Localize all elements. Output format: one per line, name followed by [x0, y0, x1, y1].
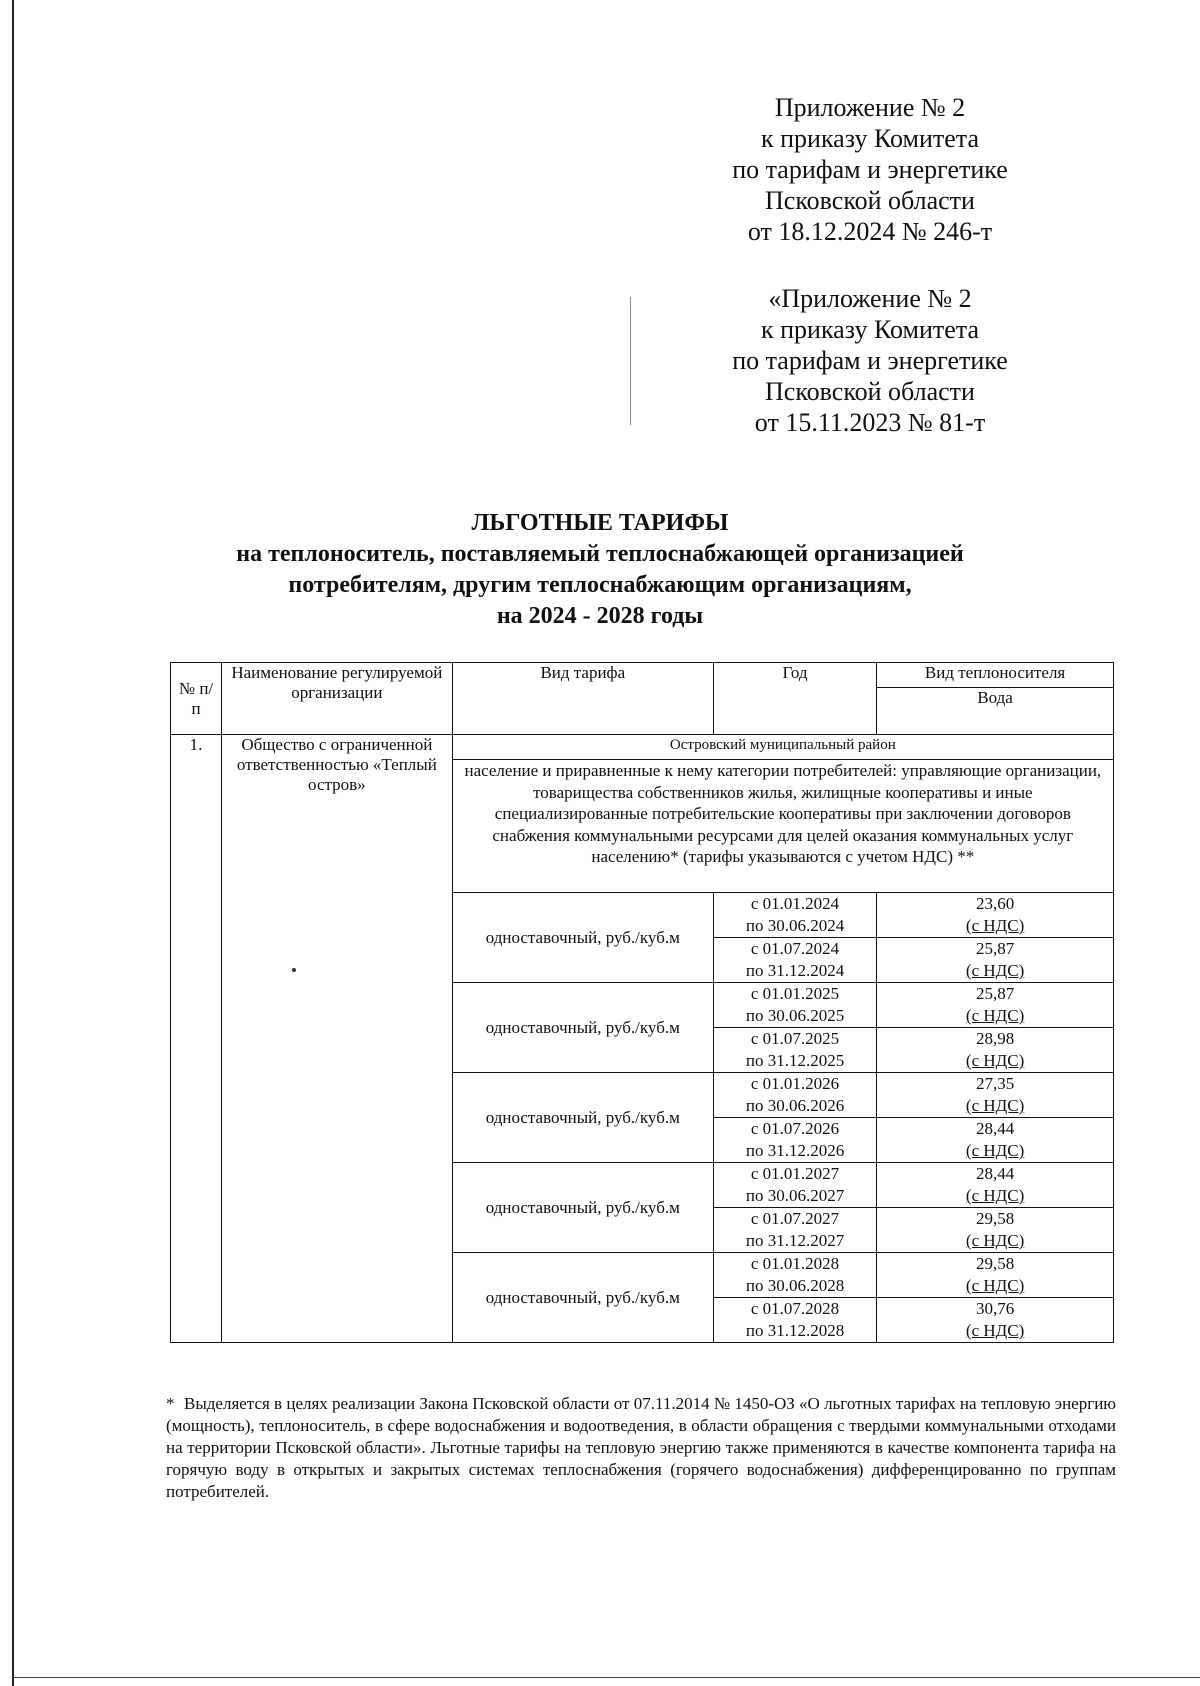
approval-line: от 15.11.2023 № 81-т [754, 408, 986, 437]
period-cell [713, 983, 876, 1028]
price-value: 29,58 [975, 1209, 1015, 1228]
title-line: потребителям, другим теплоснабжающим организациям, [288, 572, 912, 598]
price-cell [877, 1208, 1114, 1253]
vat-note: (с НДС) [965, 1186, 1025, 1205]
header-organization: Наименование регулируемой организации [222, 663, 453, 735]
price-cell [877, 983, 1114, 1028]
approval-line: к приказу Комитета [760, 315, 979, 344]
row-number: 1. [171, 735, 222, 1343]
title-line: на теплоноситель, поставляемый теплоснабжающей организацией [236, 541, 964, 567]
approval-block-previous [680, 283, 1060, 438]
price-value: 23,60 [975, 894, 1015, 913]
table-header-row [171, 663, 1114, 688]
approval-line: Псковской области [765, 186, 975, 215]
district-name: Островский муниципальный район [452, 735, 1113, 760]
vat-note: (с НДС) [965, 1096, 1025, 1115]
period-cell [713, 1163, 876, 1208]
header-carrier-water: Вода [877, 688, 1114, 735]
header-year: Год [713, 663, 876, 735]
vat-note: (с НДС) [965, 1141, 1025, 1160]
vat-note: (с НДС) [965, 961, 1025, 980]
period-from: с 01.01.2025 [750, 984, 840, 1003]
period-to: по 30.06.2028 [745, 1276, 845, 1295]
period-cell [713, 938, 876, 983]
price-cell [877, 1028, 1114, 1073]
price-cell [877, 1118, 1114, 1163]
tariff-type-cell: одноставочный, руб./куб.м [452, 1253, 713, 1343]
organization-name: Общество с ограниченной ответственностью «Теплый остров» [222, 735, 453, 1343]
period-from: с 01.07.2024 [750, 939, 840, 958]
price-cell [877, 1253, 1114, 1298]
period-cell [713, 1028, 876, 1073]
scan-artifact-line [630, 297, 631, 425]
approval-line: Псковской области [765, 377, 975, 406]
period-to: по 30.06.2026 [745, 1096, 845, 1115]
footnote-text: Выделяется в целях реализации Закона Псковской области от 07.11.2014 № 1450-ОЗ «О льготных тарифах на тепловую энергию (мощность), теплоноситель, в сфере водоснабжения и водоотведения, в области обращения с твердыми коммунальными отходами на территории Псковской области». Льготные тарифы на тепловую энергию также применяются в качестве компонента тарифа на горячую воду в открытых и закрытых системах теплоснабжения (горячего водоснабжения) дифференцированно по группам потребителей. [166, 1394, 1116, 1501]
scan-bottom-edge [12, 1677, 1200, 1678]
period-from: с 01.01.2026 [750, 1074, 840, 1093]
period-to: по 30.06.2025 [745, 1006, 845, 1025]
period-cell [713, 1118, 876, 1163]
price-value: 25,87 [975, 984, 1015, 1003]
period-from: с 01.07.2027 [750, 1209, 840, 1228]
price-cell [877, 1298, 1114, 1343]
price-value: 29,58 [975, 1254, 1015, 1273]
period-from: с 01.07.2026 [750, 1119, 840, 1138]
price-value: 28,44 [975, 1119, 1015, 1138]
period-from: с 01.01.2024 [750, 894, 840, 913]
approval-line: «Приложение № 2 [768, 284, 972, 313]
price-value: 25,87 [975, 939, 1015, 958]
period-to: по 30.06.2024 [745, 916, 845, 935]
approval-line: по тарифам и энергетике [732, 155, 1008, 184]
tariff-type-cell: одноставочный, руб./куб.м [452, 1163, 713, 1253]
period-from: с 01.07.2025 [750, 1029, 840, 1048]
period-to: по 31.12.2026 [745, 1141, 845, 1160]
approval-line: по тарифам и энергетике [732, 346, 1008, 375]
period-cell [713, 1073, 876, 1118]
price-cell [877, 893, 1114, 938]
tariff-table [170, 662, 1114, 1343]
consumer-group: население и приравненные к нему категории потребителей: управляющие организации, товарищества собственников жилья, жилищные кооперативы и иные специализированные потребительские кооперативы при заключении договоров снабжения коммунальными ресурсами для целей оказания коммунальных услуг населению* (тарифы указываются с учетом НДС) ** [452, 760, 1113, 893]
footnote [166, 1393, 1116, 1503]
period-to: по 31.12.2027 [745, 1231, 845, 1250]
table-row [171, 735, 1114, 760]
approval-block-current [680, 92, 1060, 247]
approval-line: от 18.12.2024 № 246-т [747, 217, 993, 246]
price-value: 30,76 [975, 1299, 1015, 1318]
period-cell [713, 1253, 876, 1298]
title-line: на 2024 - 2028 годы [496, 603, 704, 629]
price-value: 28,98 [975, 1029, 1015, 1048]
document-title [150, 508, 1050, 632]
period-from: с 01.07.2028 [750, 1299, 840, 1318]
vat-note: (с НДС) [965, 1006, 1025, 1025]
period-to: по 31.12.2028 [745, 1321, 845, 1340]
approval-line: к приказу Комитета [760, 124, 979, 153]
price-cell [877, 1163, 1114, 1208]
price-cell [877, 938, 1114, 983]
period-cell [713, 1298, 876, 1343]
header-carrier-type: Вид теплоносителя [877, 663, 1114, 688]
period-to: по 31.12.2024 [745, 961, 845, 980]
vat-note: (с НДС) [965, 1321, 1025, 1340]
vat-note: (с НДС) [965, 916, 1025, 935]
approval-line: Приложение № 2 [774, 93, 966, 122]
period-to: по 30.06.2027 [745, 1186, 845, 1205]
tariff-type-cell: одноставочный, руб./куб.м [452, 893, 713, 983]
title-line: ЛЬГОТНЫЕ ТАРИФЫ [471, 510, 729, 536]
price-value: 28,44 [975, 1164, 1015, 1183]
tariff-type-cell: одноставочный, руб./куб.м [452, 983, 713, 1073]
vat-note: (с НДС) [965, 1051, 1025, 1070]
vat-note: (с НДС) [965, 1231, 1025, 1250]
vat-note: (с НДС) [965, 1276, 1025, 1295]
tariff-type-cell: одноставочный, руб./куб.м [452, 1073, 713, 1163]
header-number: № п/п [171, 663, 222, 735]
period-from: с 01.01.2027 [750, 1164, 840, 1183]
header-tariff-type: Вид тарифа [452, 663, 713, 735]
period-cell [713, 1208, 876, 1253]
period-cell [713, 893, 876, 938]
footnote-marker: * [166, 1394, 175, 1413]
price-value: 27,35 [975, 1074, 1015, 1093]
period-from: с 01.01.2028 [750, 1254, 840, 1273]
scan-left-edge [12, 0, 14, 1686]
period-to: по 31.12.2025 [745, 1051, 845, 1070]
price-cell [877, 1073, 1114, 1118]
